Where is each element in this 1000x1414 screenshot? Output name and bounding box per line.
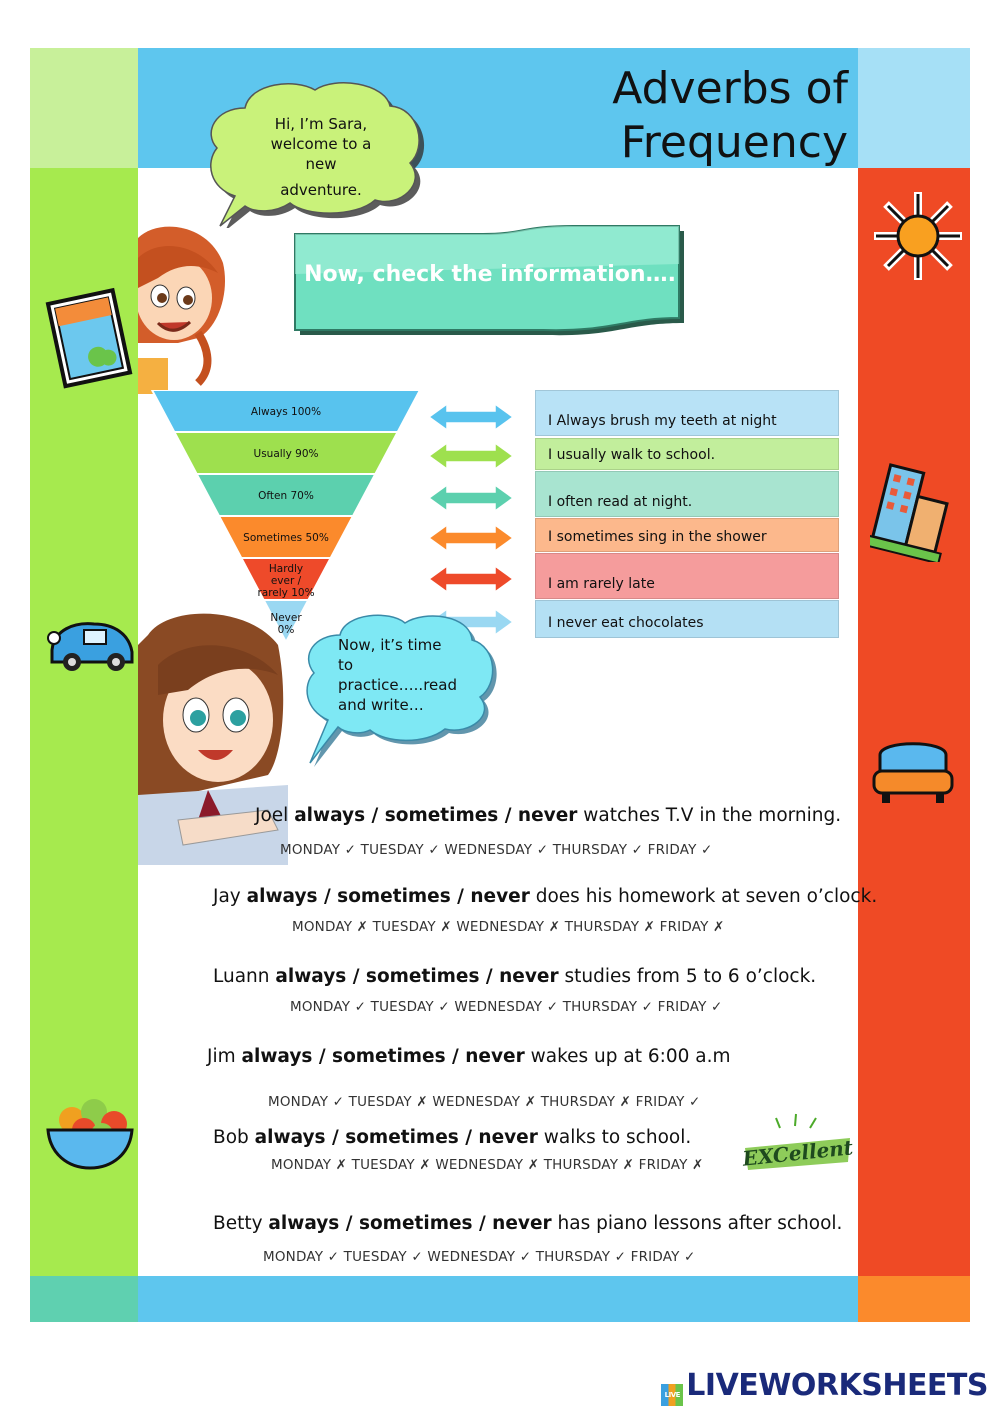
exercise-options[interactable]: always / sometimes / never [246,886,530,907]
frame-top-right-corner [858,48,970,168]
example-text: I am rarely late [548,576,655,592]
example-box-3 [535,471,839,517]
example-text: I never eat chocolates [548,615,704,631]
exercise-name: Jay [213,886,241,907]
window-icon [42,286,138,390]
exercise-rest: watches T.V in the morning. [583,805,842,826]
buildings-icon [870,462,958,562]
logo-text: LIVEWORKSHEETS [686,1368,988,1403]
excellent-stamp-icon [740,1110,855,1172]
title-line-1: Adverbs of [612,63,848,114]
logo-mark-icon: LIVE [661,1384,683,1406]
exercise-name: Betty [213,1213,263,1234]
pyramid-label-1: Always 100% [250,406,322,418]
exercise-sentence-2 [213,886,877,907]
double-arrow-2 [429,443,513,469]
car-icon [44,610,138,676]
frame-top-left-corner [30,48,138,168]
bubble-top-line-4: adventure. [280,181,362,199]
exercise-rest: wakes up at 6:00 a.m [530,1046,731,1067]
bubble-top-line-3: new [305,155,337,173]
exercise-sentence-4 [207,1046,731,1067]
pyramid-label-5: Hardly ever / rarely 10% [257,563,315,599]
exercise-days-3: MONDAY ✓ TUESDAY ✓ WEDNESDAY ✓ THURSDAY ✓ FRIDAY ✓ [290,999,723,1015]
bubble-bottom-line-3: practice…..read [338,676,457,694]
double-arrow-4 [429,525,513,551]
exercise-rest: walks to school. [543,1127,692,1148]
example-box-5 [535,553,839,599]
pyramid-label-3: Often 70% [258,490,314,502]
example-box-6 [535,600,839,638]
bubble-bottom-line-4: and write… [338,696,424,714]
example-text: I sometimes sing in the shower [548,529,767,545]
pyramid-label-2: Usually 90% [253,448,319,460]
exercise-days-1: MONDAY ✓ TUESDAY ✓ WEDNESDAY ✓ THURSDAY ✓ FRIDAY ✓ [280,842,713,858]
sun-icon [868,188,968,284]
girl-illustration [138,605,288,865]
sofa-icon [870,735,956,811]
exercise-sentence-6 [213,1213,842,1234]
exercise-sentence-1 [255,805,841,826]
exercise-options[interactable]: always / sometimes / never [294,805,578,826]
girl-sara-illustration [138,218,230,394]
frame-bottom-right-corner [858,1276,970,1322]
frame-bottom-bar [138,1276,858,1322]
title-line-2: Frequency [620,117,848,168]
liveworksheets-logo[interactable] [661,1368,988,1406]
example-box-4 [535,518,839,552]
exercise-rest: has piano lessons after school. [557,1213,843,1234]
pyramid-label-6: Never 0% [270,612,302,636]
double-arrow-3 [429,485,513,511]
exercise-options[interactable]: always / sometimes / never [254,1127,538,1148]
frame-right-bar [858,168,970,1276]
double-arrow-1 [429,404,513,430]
exercise-options[interactable]: always / sometimes / never [268,1213,552,1234]
bubble-top-line-1: Hi, I’m Sara, [274,115,368,133]
exercise-rest: studies from 5 to 6 o’clock. [564,966,817,987]
exercise-rest: does his homework at seven o’clock. [535,886,878,907]
exercise-name: Joel [255,805,289,826]
frame-bottom-left-corner [30,1276,138,1322]
exercise-options[interactable]: always / sometimes / never [241,1046,525,1067]
example-box-1 [535,390,839,436]
example-text: I usually walk to school. [548,447,716,463]
arrows-column [425,395,517,640]
page-title [612,62,848,170]
banner-text: Now, check the information…. [304,262,676,287]
speech-bubble-top-text [240,114,402,200]
example-box-2 [535,438,839,470]
exercise-options[interactable]: always / sometimes / never [275,966,559,987]
pyramid-label-4: Sometimes 50% [243,532,329,544]
exercise-days-4: MONDAY ✓ TUESDAY ✗ WEDNESDAY ✗ THURSDAY ✗ FRIDAY ✓ [268,1094,701,1110]
exercise-days-6: MONDAY ✓ TUESDAY ✓ WEDNESDAY ✓ THURSDAY ✓ FRIDAY ✓ [263,1249,696,1265]
example-text: I often read at night. [548,494,693,510]
exercise-sentence-5 [213,1127,691,1148]
exercise-name: Luann [213,966,270,987]
speech-bubble-bottom-text [338,635,478,715]
excellent-stamp-text: EXCellent [741,1135,855,1171]
example-text: I Always brush my teeth at night [548,413,777,429]
exercise-days-5: MONDAY ✗ TUESDAY ✗ WEDNESDAY ✗ THURSDAY ✗ FRIDAY ✗ [271,1157,704,1173]
bubble-bottom-line-2: to [338,656,354,674]
exercise-name: Jim [207,1046,236,1067]
bubble-bottom-line-1: Now, it’s time [338,636,442,654]
exercise-days-2: MONDAY ✗ TUESDAY ✗ WEDNESDAY ✗ THURSDAY ✗ FRIDAY ✗ [292,919,725,935]
fruit-bowl-icon [42,1090,138,1172]
exercise-sentence-3 [213,966,816,987]
bubble-top-line-2: welcome to a [270,135,372,153]
double-arrow-5 [429,566,513,592]
exercise-name: Bob [213,1127,249,1148]
